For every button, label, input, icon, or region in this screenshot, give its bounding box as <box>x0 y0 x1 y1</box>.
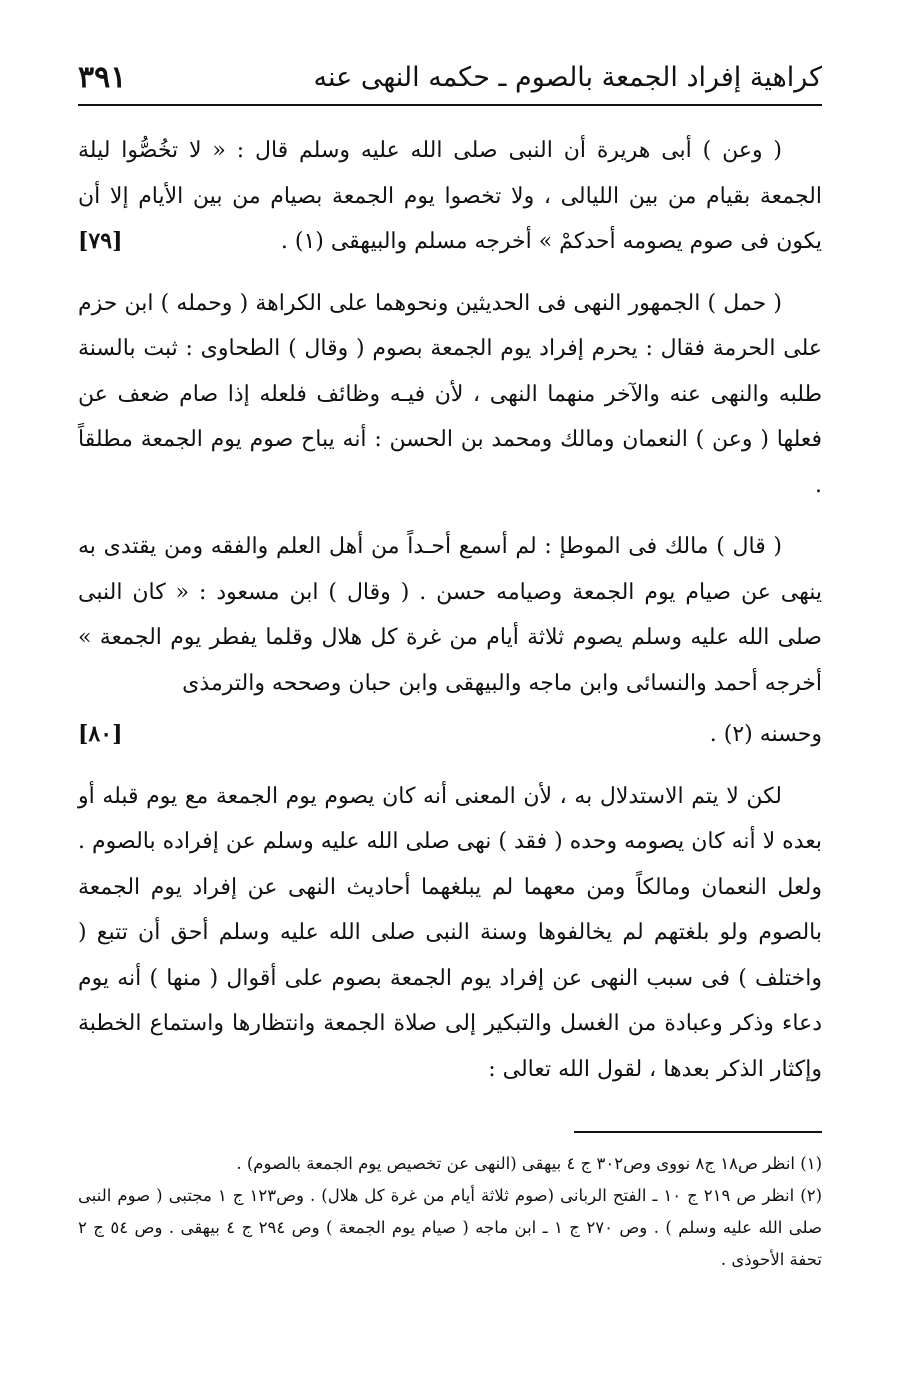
paragraph-1 <box>78 128 822 265</box>
header-rule <box>78 104 822 106</box>
footnote-2: (٢) انظر ص ٢١٩ ج ١٠ ـ الفتح الربانى (صوم ثلاثة أيام من غرة كل هلال) . وص١٢٣ ج ١ مجتبى ( صوم النبى صلى الله عليه وسلم ) . وص ٢٧٠ ج ١ ـ ابن ماجه ( صيام يوم الجمعة ) وص ٢٩٤ ج ٤ بيهقى . وص ٥٤ ج ٢ تحفة الأحوذى . <box>78 1186 823 1269</box>
paragraph-1-text: ( وعن ) أبى هريرة أن النبى صلى الله عليه وسلم قال : « لا تخُصُّوا ليلة الجمعة بقيام من بين الليالى ، ولا تخصوا يوم الجمعة بصيام من بين الأيام إلا أن يكون فى صوم يصومه أحدكمْ » أخرجه مسلم والبيهقى (١) . <box>78 138 822 254</box>
main-text <box>78 128 822 1092</box>
paragraph-4-text: لكن لا يتم الاستدلال به ، لأن المعنى أنه كان يصوم يوم الجمعة مع يوم قبله أو بعده لا أنه كان يصومه وحده ( فقد ) نهى صلى الله عليه وسلم عن إفراده بالصوم . ولعل النعمان ومالكاً ومن معهما لم يبلغهما أحاديث النهى عن إفراد يوم الجمعة بالصوم ولو بلغتهم لم يخالفوها وسنة النبى صلى الله عليه وسلم أحق أن تتبع ( واختلف ) فى سبب النهى عن إفراد يوم الجمعة بصوم على أقوال ( منها ) أنه يوم دعاء وذكر وعبادة من الغسل والتبكير إلى صلاة الجمعة وانتظارها واستماع الخطبة وإكثار الذكر بعدها ، لقول الله تعالى : <box>78 783 822 1082</box>
page-number: ٣٩١ <box>78 59 127 95</box>
paragraph-3-end-line <box>78 712 822 758</box>
footnote-1: (١) انظر ص١٨ ج٨ نووى وص٣٠٢ ج ٤ بيهقى (النهى عن تخصيص يوم الجمعة بالصوم) . <box>236 1154 822 1173</box>
page-header <box>78 52 822 102</box>
hadith-number-79: [٧٩] <box>78 228 123 254</box>
hadith-number-80: [٨٠] <box>78 721 123 747</box>
footnote-rule <box>574 1131 822 1133</box>
paragraph-2 <box>78 281 822 509</box>
paragraph-2-text: ( حمل ) الجمهور النهى فى الحديثين ونحوهما على الكراهة ( وحمله ) ابن حزم على الحرمة فقال : يحرم إفراد يوم الجمعة بصوم ( وقال ) الطحاوى : ثبت بالسنة طلبه والنهى عنه والآخر منهما النهى ، لأن فيـه وظائف فلعله إذا صام ضعف عن فعلها ( وعن ) النعمان ومالك ومحمد بن الحسن : أنه يباح صوم يوم الجمعة مطلقاً . <box>78 290 822 498</box>
footnotes <box>78 1148 822 1276</box>
paragraph-4 <box>78 774 822 1093</box>
paragraph-3-end: وحسنه (٢) . <box>709 722 822 747</box>
paragraph-3-text: ( قال ) مالك فى الموطإ : لم أسمع أحـداً من أهل العلم والفقه ومن يقتدى به ينهى عن صيام يوم الجمعة وصيامه حسن . ( وقال ) ابن مسعود : « كان النبى صلى الله عليه وسلم يصوم ثلاثة أيام من غرة كل هلال وقلما يفطر يوم الجمعة » أخرجه أحمد والنسائى وابن ماجه والبيهقى وابن حبان وصححه والترمذى <box>78 534 822 696</box>
paragraph-3 <box>78 524 822 706</box>
running-title: كراهية إفراد الجمعة بالصوم ـ حكمه النهى عنه <box>313 61 822 93</box>
